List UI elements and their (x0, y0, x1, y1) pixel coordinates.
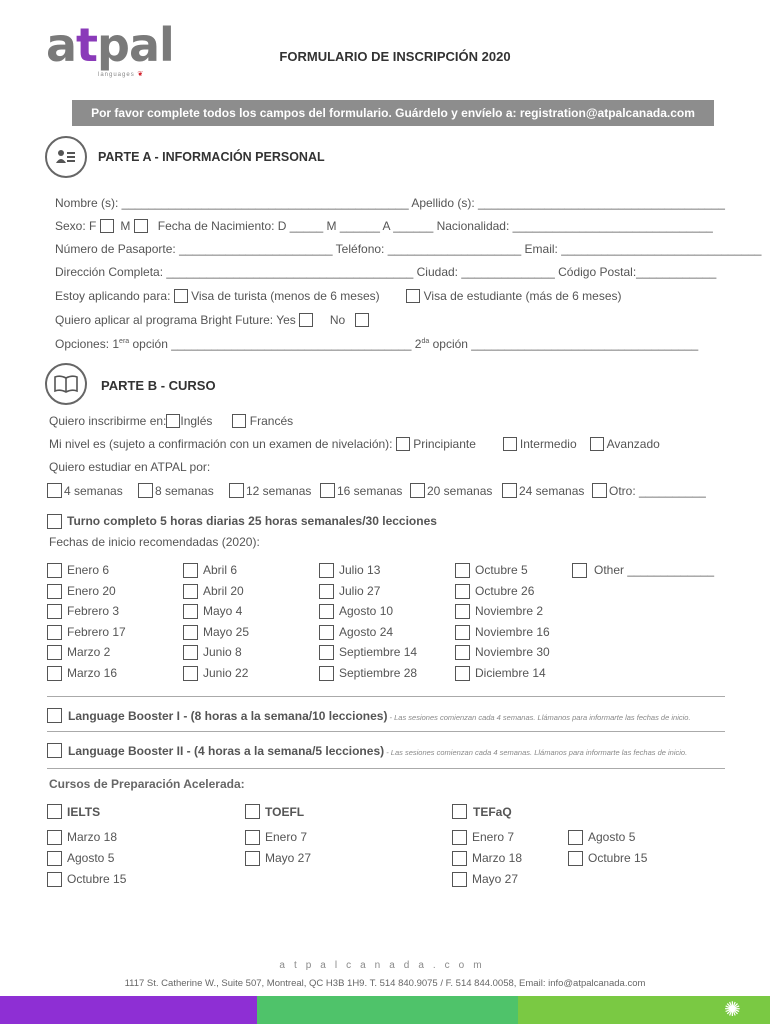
start-date-label: Marzo 16 (67, 666, 118, 680)
address-line[interactable]: Dirección Completa: _____________________________________ Ciudad: ______________ Código Postal:____________ (55, 265, 717, 279)
prep-date-checkbox[interactable] (245, 830, 260, 845)
weeks-label: 24 semanas (519, 484, 585, 498)
prep-date-label: Marzo 18 (67, 830, 118, 844)
start-date-label: Marzo 2 (67, 645, 111, 660)
weeks-checkbox[interactable] (229, 483, 244, 498)
weeks-checkbox[interactable] (320, 483, 335, 498)
prep-date-label: Octubre 15 (588, 851, 648, 865)
start-date-label: Noviembre 16 (475, 624, 550, 639)
prep-date-label: Enero 7 (265, 830, 308, 844)
start-date-label: Abril 6 (203, 563, 238, 577)
start-date-checkbox[interactable] (455, 584, 470, 599)
name-line[interactable]: Nombre (s): ___________________________________________ Apellido (s): _____________________________________ (55, 196, 725, 210)
maple-leaf-icon: ✺ (724, 999, 741, 1021)
bright-future-yes-checkbox[interactable] (299, 313, 313, 327)
weeks-checkbox[interactable] (47, 483, 62, 498)
prep-date-label: Enero 7 (472, 830, 515, 844)
prep-date-label: Marzo 18 (472, 851, 523, 865)
french-checkbox[interactable] (232, 414, 246, 428)
weeks-checkbox[interactable] (138, 483, 153, 498)
start-date-checkbox[interactable] (47, 563, 62, 578)
level-advanced-checkbox[interactable] (590, 437, 604, 451)
prep-date-label: Mayo 27 (265, 851, 312, 865)
sex-birth-line: Sexo: F M Fecha de Nacimiento: D _____ M ______ A ______ Nacionalidad: ______________________________ (55, 219, 713, 233)
booster1-line: Language Booster I - (8 horas a la semana/10 lecciones) - Las sesiones comienzan cada 4 semanas. Llámanos para informarte las fechas de inicio. (68, 709, 691, 723)
start-date-label: Noviembre 2 (475, 604, 544, 619)
start-date-checkbox[interactable] (319, 584, 334, 599)
start-date-label: Junio 22 (203, 666, 249, 680)
bright-future-no-checkbox[interactable] (355, 313, 369, 327)
start-date-checkbox[interactable] (47, 625, 62, 640)
start-date-label: Mayo 25 (203, 624, 250, 639)
start-date-checkbox[interactable] (455, 666, 470, 681)
prep-date-label: Mayo 27 (472, 872, 519, 886)
passport-line[interactable]: Número de Pasaporte: _______________________ Teléfono: ____________________ Email: ______________________________ (55, 242, 762, 256)
prep-date-checkbox[interactable] (568, 830, 583, 845)
booster2-line: Language Booster II - (4 horas a la semana/5 lecciones) - Las sesiones comienzan cada 4 semanas. Llámanos para informarte las fechas de inicio. (68, 744, 688, 758)
bright-future-line: Quiero aplicar al programa Bright Future: Yes No (55, 313, 369, 327)
instructions-banner: Por favor complete todos los campos del formulario. Guárdelo y envíelo a: registration@atpalcanada.com (72, 100, 714, 126)
start-date-label: Julio 13 (339, 563, 381, 577)
weeks-checkbox[interactable] (410, 483, 425, 498)
start-date-label: Junio 8 (203, 645, 242, 660)
options-line[interactable]: Opciones: $1^{era}$ opción ____________________________________ $2^{da}$ opción __________________________________ (55, 337, 699, 351)
start-date-checkbox[interactable] (47, 584, 62, 599)
turno-completo-checkbox[interactable] (47, 514, 62, 529)
start-date-checkbox[interactable] (47, 645, 62, 660)
prep-date-label: Octubre 15 (67, 872, 127, 886)
start-date-label: Abril 20 (203, 583, 244, 598)
start-date-label: Octubre 26 (475, 583, 535, 598)
prep-date-label: Agosto 5 (588, 830, 636, 844)
other-date-checkbox[interactable] (572, 563, 587, 578)
other-date-label[interactable]: Other _____________ (594, 563, 715, 577)
prep-date-checkbox[interactable] (47, 830, 62, 845)
start-date-label: Febrero 17 (67, 624, 126, 639)
footer-bar-purple (0, 996, 257, 1024)
book-icon (45, 363, 87, 405)
prep-date-checkbox[interactable] (452, 830, 467, 845)
start-date-label: Enero 6 (67, 563, 110, 577)
weeks-label: 4 semanas (64, 484, 123, 498)
prep-date-label: Agosto 5 (67, 851, 115, 865)
start-date-checkbox[interactable] (319, 604, 334, 619)
weeks-label: 16 semanas (337, 484, 403, 498)
start-date-checkbox[interactable] (183, 584, 198, 599)
start-date-checkbox[interactable] (319, 625, 334, 640)
footer-bar-green (257, 996, 518, 1024)
start-date-checkbox[interactable] (319, 645, 334, 660)
sex-m-checkbox[interactable] (134, 219, 148, 233)
ielts-label: IELTS (67, 805, 101, 819)
start-date-label: Diciembre 14 (475, 666, 546, 680)
maple-leaf-icon: ❦ (137, 71, 145, 78)
weeks-label: 20 semanas (427, 484, 493, 498)
start-date-label: Mayo 4 (203, 604, 243, 619)
turno-completo-label: Turno completo 5 horas diarias 25 horas semanales/30 lecciones (67, 514, 437, 528)
visa-student-checkbox[interactable] (406, 289, 420, 303)
start-date-label: Agosto 24 (339, 624, 394, 639)
prep-date-checkbox[interactable] (47, 872, 62, 887)
toefl-label: TOEFL (265, 805, 305, 819)
booster2-checkbox[interactable] (47, 743, 62, 758)
prep-date-checkbox[interactable] (452, 872, 467, 887)
start-date-label: Julio 27 (339, 583, 381, 598)
start-date-checkbox[interactable] (183, 625, 198, 640)
start-date-checkbox[interactable] (455, 645, 470, 660)
level-beginner-checkbox[interactable] (396, 437, 410, 451)
divider (47, 696, 725, 697)
start-date-label: Agosto 10 (339, 604, 394, 619)
footer-address: 1117 St. Catherine W., Suite 507, Montreal, QC H3B 1H9. T. 514 840.9075 / F. 514 844.0058, Email: info@atpalcanada.com (124, 978, 646, 989)
start-date-checkbox[interactable] (183, 666, 198, 681)
booster1-checkbox[interactable] (47, 708, 62, 723)
start-date-checkbox[interactable] (455, 625, 470, 640)
logo-subtitle: languages ❦ (98, 71, 145, 78)
weeks-label: Otro: __________ (609, 484, 706, 498)
start-date-checkbox[interactable] (183, 563, 198, 578)
english-checkbox[interactable] (166, 414, 180, 428)
ielts-checkbox[interactable] (47, 804, 62, 819)
part-b-title: PARTE B - CURSO (101, 378, 216, 393)
toefl-checkbox[interactable] (245, 804, 260, 819)
start-date-label: Noviembre 30 (475, 645, 550, 660)
start-date-checkbox[interactable] (319, 666, 334, 681)
prep-date-checkbox[interactable] (452, 851, 467, 866)
level-line: Mi nivel es (sujeto a confirmación con un examen de nivelación): Principiante Intermedio Avanzado (49, 437, 660, 451)
weeks-checkbox[interactable] (592, 483, 607, 498)
part-a-title: PARTE A - INFORMACIÓN PERSONAL (98, 150, 325, 164)
person-card-icon (45, 136, 87, 178)
weeks-label: 12 semanas (246, 484, 312, 498)
level-intermediate-checkbox[interactable] (503, 437, 517, 451)
start-date-checkbox[interactable] (455, 604, 470, 619)
start-date-checkbox[interactable] (47, 604, 62, 619)
start-dates-title: Fechas de inicio recomendadas (2020): (49, 535, 260, 549)
prep-date-checkbox[interactable] (568, 851, 583, 866)
start-date-label: Enero 20 (67, 583, 116, 598)
start-date-checkbox[interactable] (455, 563, 470, 578)
start-date-label: Septiembre 28 (339, 666, 418, 680)
footer-url: atpalcanada.com (279, 960, 491, 971)
start-date-label: Febrero 3 (67, 604, 120, 619)
start-date-label: Septiembre 14 (339, 645, 418, 660)
sex-f-checkbox[interactable] (100, 219, 114, 233)
tefaq-checkbox[interactable] (452, 804, 467, 819)
language-line: Quiero inscribirme en: Inglés Francés (49, 414, 294, 428)
prep-date-checkbox[interactable] (47, 851, 62, 866)
divider (47, 731, 725, 732)
study-duration-label: Quiero estudiar en ATPAL por: (49, 460, 211, 474)
visa-tourist-checkbox[interactable] (174, 289, 188, 303)
weeks-label: 8 semanas (155, 484, 214, 498)
tefaq-label: TEFaQ (473, 805, 512, 819)
start-date-label: Octubre 5 (475, 563, 528, 577)
logo-wordmark: atpal (46, 18, 174, 72)
prep-date-checkbox[interactable] (245, 851, 260, 866)
weeks-checkbox[interactable] (502, 483, 517, 498)
start-date-checkbox[interactable] (47, 666, 62, 681)
divider (47, 768, 725, 769)
birth-nationality-fields[interactable]: Fecha de Nacimiento: D _____ M ______ A ______ Nacionalidad: ______________________________ (157, 219, 713, 233)
start-date-checkbox[interactable] (319, 563, 334, 578)
start-date-checkbox[interactable] (183, 604, 198, 619)
prep-courses-title: Cursos de Preparación Acelerada: (49, 777, 245, 791)
page-title: FORMULARIO DE INSCRIPCIÓN 2020 (279, 49, 511, 64)
visa-line: Estoy aplicando para: Visa de turista (menos de 6 meses) Visa de estudiante (más de 6 meses) (55, 289, 622, 303)
start-date-checkbox[interactable] (183, 645, 198, 660)
